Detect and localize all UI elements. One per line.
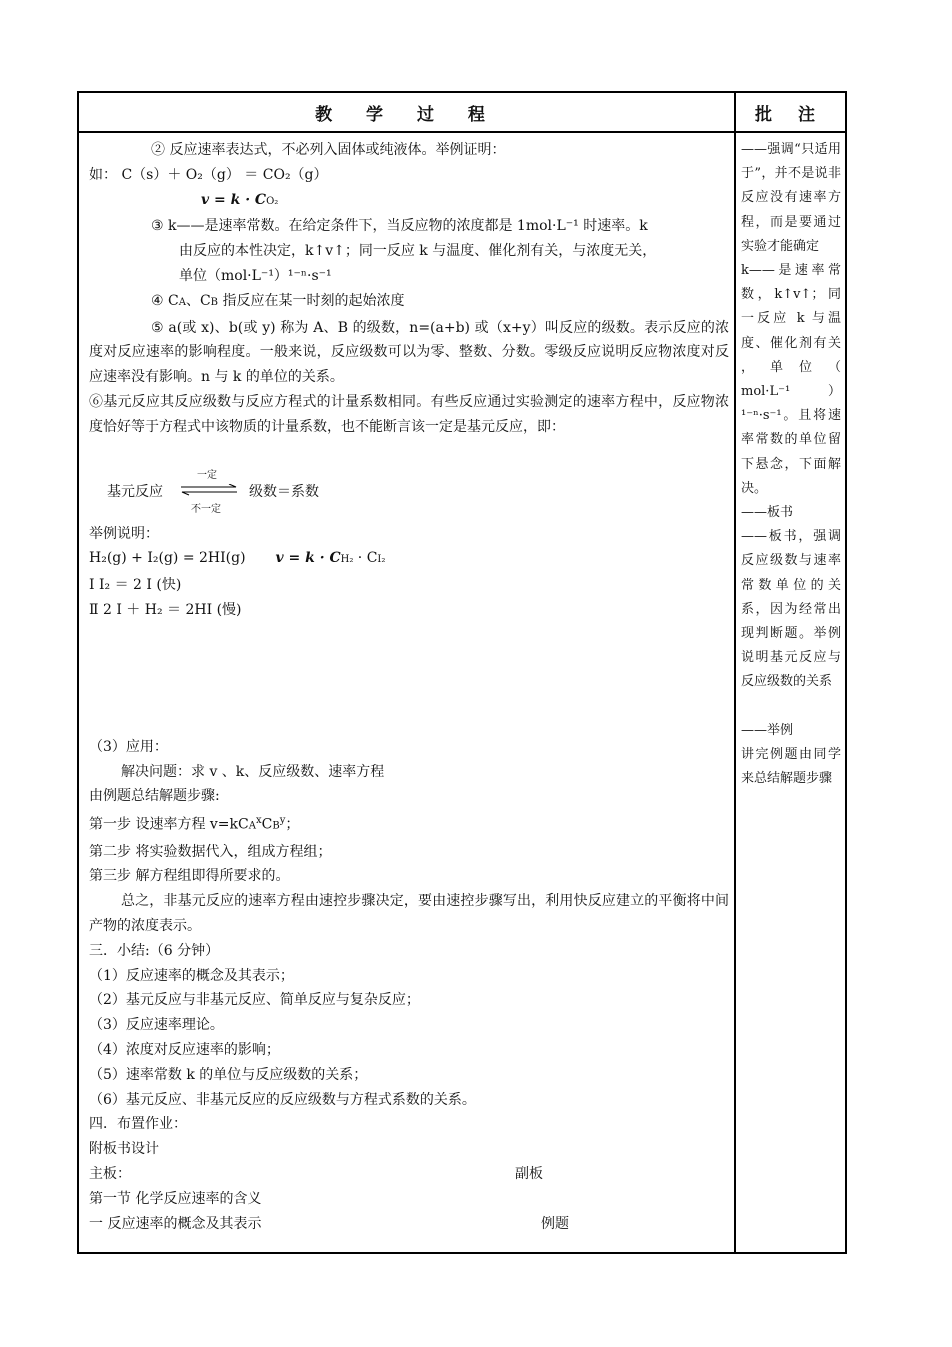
notes-header: 批 注 — [735, 93, 845, 133]
process-content — [89, 138, 729, 1236]
note-item: ——板书 — [741, 505, 794, 521]
text-line: （6）基元反应、非基元反应的反应级数与方程式系数的关系。 — [89, 1091, 476, 1108]
text-line: 单位（mol·L⁻¹）¹⁻ⁿ·s⁻¹ — [179, 267, 332, 284]
text-line: Ⅰ I₂ ＝ 2 I (快) — [89, 577, 182, 594]
paragraph: ⑥基元反应其反应级数与反应方程式的计量系数相同。有些反应通过实验测定的速率方程中，反应物浓度恰好等于方程式中该物质的计量系数，也不能断言该一定是基元反应，即： — [89, 393, 729, 435]
text-line: 第二步 将实验数据代入，组成方程组； — [89, 843, 332, 860]
text-line: ② 反应速率表达式，不必列入固体或纯液体。举例证明： — [151, 142, 506, 158]
notes-content — [741, 138, 841, 791]
process-header: 教 学 过 程 — [79, 93, 735, 133]
text-line: ③ k——是速率常数。在给定条件下，当反应物的浓度都是 1mol·L⁻¹ 时速率。k — [151, 218, 648, 235]
double-arrow — [179, 464, 239, 514]
text-line: 由反应的本性决定，k↑v↑；同一反应 k 与温度、催化剂有关，与浓度无关， — [179, 243, 657, 260]
note-item: ——举例 — [741, 722, 794, 738]
paragraph: ⑤ a(或 x)、b(或 y) 称为 A、B 的级数，n=(a+b) 或（x+y）叫反应的级数。表示反应的浓度对反应速率的影响程度。一般来说，反应级数可以为零、整数、分数。零级反应说明反应物浓度对反应速率没有影响。n 与 k 的单位的关系。 — [89, 319, 729, 386]
text-line: 三．小结:（6 分钟） — [89, 942, 220, 959]
note-item: 讲完例题由同学来总结解题步骤 — [741, 746, 841, 787]
text-line: 附板书设计 — [89, 1141, 159, 1158]
text-line: 第一步 设速率方程 $v=kCA^xCB^y$； — [89, 815, 300, 833]
text-line: 解决问题：求 v 、k、反应级数、速率方程 — [121, 763, 385, 780]
text-line: （2）基元反应与非基元反应、简单反应与复杂反应； — [89, 992, 420, 1009]
rate-equation: v = k · CO₂ — [201, 191, 279, 208]
text-line: 第一节 化学反应速率的含义 — [89, 1190, 262, 1207]
paragraph: 总之，非基元反应的速率方程由速控步骤决定，要由速控步骤写出，利用快反应建立的平衡将中间产物的浓度表示。 — [89, 893, 729, 934]
text-line: （3）应用： — [89, 738, 168, 755]
text-line: （1）反应速率的概念及其表示； — [89, 967, 294, 984]
arrow-top-label: 一定 — [197, 469, 217, 481]
note-item: ——板书，强调反应级数与速率常数单位的关系，因为经常出现判断题。举例说明基元反应与反应级数的关系 — [741, 529, 841, 690]
text-line: （5）速率常数 k 的单位与反应级数的关系； — [89, 1066, 368, 1083]
arrow-icon — [179, 484, 239, 496]
equivalence-diagram — [89, 464, 729, 514]
note-item: k——是速率常数，k↑v↑；同一反应 k 与温度、催化剂有关 ， 单 位 （ mol·L⁻¹ ）¹⁻ⁿ·s⁻¹。且将速率常数的单位留下悬念，下面解决。 — [741, 263, 841, 496]
eq-left: 基元反应 — [107, 483, 163, 500]
text-line: 一 反应速率的概念及其表示 例题 — [89, 1215, 569, 1232]
text-line: 第三步 解方程组即得所要求的。 — [89, 868, 290, 885]
note-item: ——强调“只适用于”，并不是说非反应没有速率方程，而是要通过实验才能确定 — [741, 142, 841, 254]
text-line: 四．布置作业： — [89, 1116, 187, 1133]
lesson-table — [77, 91, 847, 1254]
arrow-bottom-label: 不一定 — [191, 503, 221, 515]
text-line: ④ CA、CB 指反应在某一时刻的起始浓度 — [151, 292, 405, 309]
eq-right: 级数＝系数 — [249, 483, 319, 500]
text-line: 主板： 副板 — [89, 1165, 543, 1182]
text-line: 举例说明： — [89, 525, 159, 542]
text-line: H₂(g) + I₂(g) = 2HI(g) v = k · CH₂ · CI₂ — [89, 550, 386, 567]
column-divider — [734, 93, 736, 1252]
text-line: 如： C（s）＋ O₂（g） ＝ CO₂（g） — [89, 166, 328, 183]
text-line: （3）反应速率理论。 — [89, 1017, 224, 1034]
text-line: Ⅱ 2 I ＋ H₂ ＝ 2HI (慢) — [89, 601, 242, 618]
text-line: （4）浓度对反应速率的影响； — [89, 1041, 280, 1058]
text-line: 由例题总结解题步骤: — [89, 788, 220, 805]
